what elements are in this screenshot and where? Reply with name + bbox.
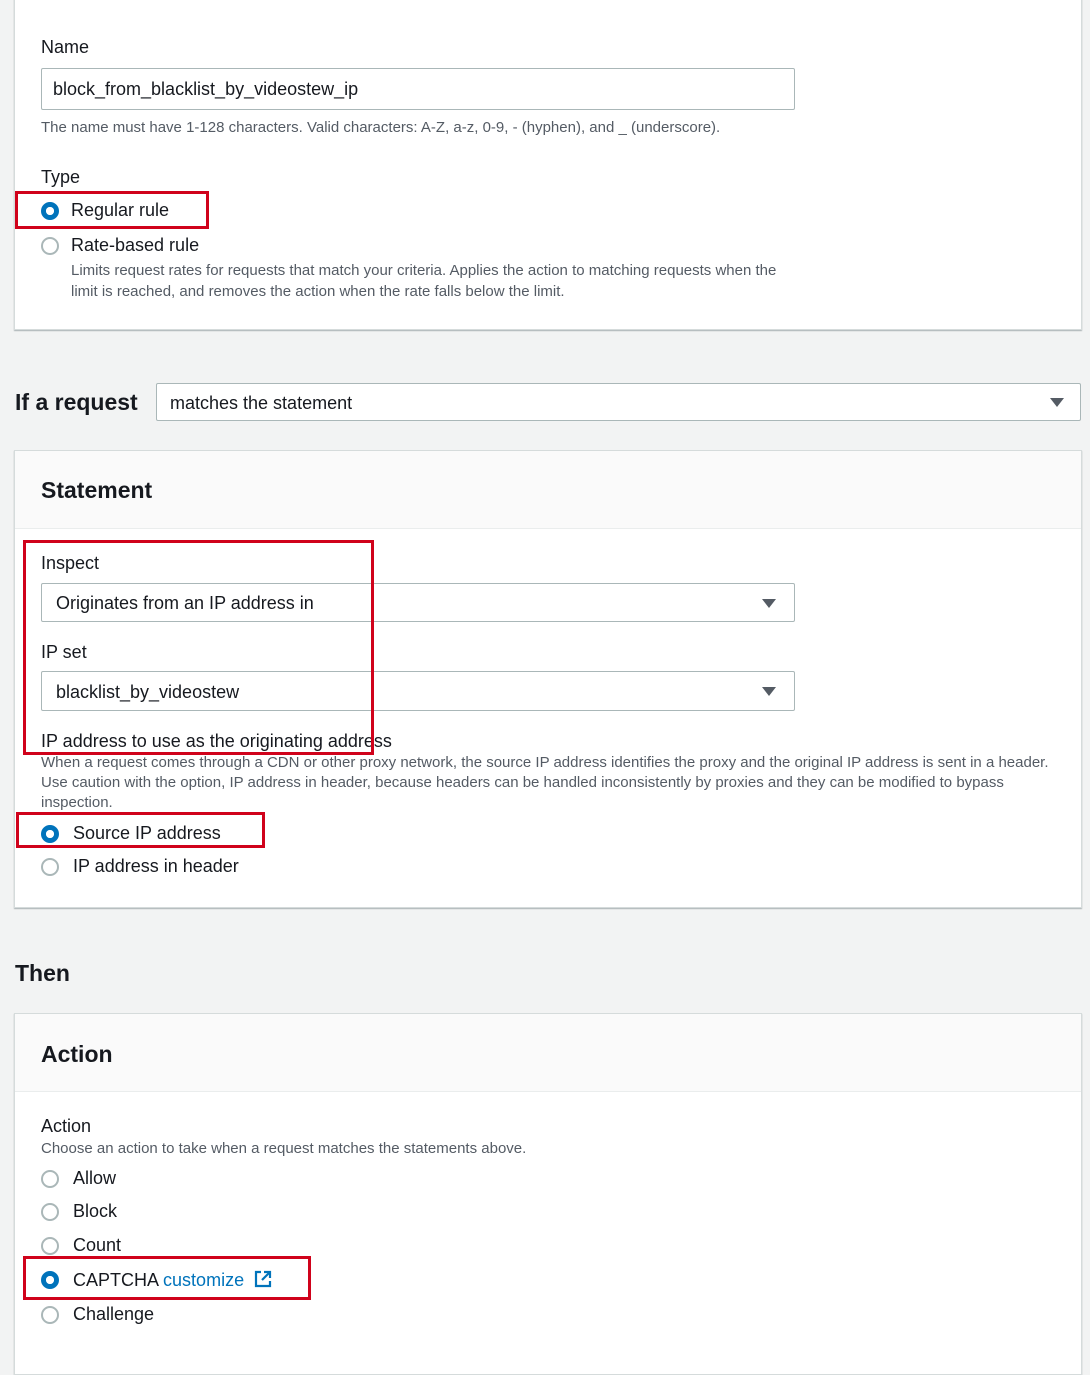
regular-rule-label[interactable]: Regular rule	[71, 200, 170, 220]
highlight-inspect-ipset	[23, 540, 374, 755]
allow-label[interactable]: Allow	[73, 1168, 117, 1188]
if-request-label: If a request	[15, 389, 138, 415]
count-label[interactable]: Count	[73, 1235, 122, 1255]
name-input[interactable]	[41, 68, 795, 110]
ipset-select-value: blacklist_by_videostew	[56, 682, 240, 702]
action-panel	[14, 1013, 1082, 1375]
block-radio[interactable]	[41, 1203, 59, 1221]
rate-based-rule-radio[interactable]	[41, 237, 59, 255]
rule-details-panel	[14, 0, 1082, 330]
caret-down-icon	[762, 599, 776, 608]
type-label: Type	[41, 167, 81, 187]
inspect-label: Inspect	[41, 553, 100, 573]
ip-source-description: When a request comes through a CDN or other proxy network, the source IP address identifies the proxy and the original IP address is sent in a header. Use caution with the option, IP address in header, because headers can be handled inconsistently by proxies and they can be modified to bypass inspection.	[41, 754, 1049, 811]
captcha-label[interactable]: CAPTCHA	[73, 1270, 159, 1290]
ip-in-header-radio[interactable]	[41, 858, 59, 876]
name-input-value: block_from_blacklist_by_videostew_ip	[53, 79, 359, 99]
rate-based-rule-description: Limits request rates for requests that match your criteria. Applies the action to matching requests when the limit is reached, and removes the action when the rate falls below the limit.	[71, 262, 777, 300]
ip-source-label: IP address to use as the originating address	[41, 731, 392, 751]
condition-select[interactable]	[156, 383, 1081, 421]
name-hint: The name must have 1-128 characters. Valid characters: A-Z, a-z, 0-9, - (hyphen), and _ (underscore).	[41, 119, 721, 136]
count-radio[interactable]	[41, 1237, 59, 1255]
challenge-radio[interactable]	[41, 1306, 59, 1324]
ip-in-header-label[interactable]: IP address in header	[73, 856, 239, 876]
challenge-label[interactable]: Challenge	[73, 1304, 155, 1324]
allow-radio[interactable]	[41, 1170, 59, 1188]
customize-link[interactable]: customize	[163, 1270, 245, 1290]
source-ip-label[interactable]: Source IP address	[73, 823, 221, 843]
ipset-label: IP set	[41, 642, 87, 662]
highlight-regular-rule	[15, 191, 209, 229]
highlight-source-ip	[16, 812, 265, 848]
statement-title: Statement	[41, 477, 153, 503]
block-label[interactable]: Block	[73, 1201, 118, 1221]
name-label: Name	[41, 37, 90, 57]
then-heading: Then	[15, 960, 70, 986]
action-description: Choose an action to take when a request matches the statements above.	[41, 1140, 527, 1157]
caret-down-icon	[762, 687, 776, 696]
action-label: Action	[41, 1116, 92, 1136]
highlight-captcha	[23, 1256, 311, 1300]
caret-down-icon	[1050, 398, 1064, 407]
inspect-select-value: Originates from an IP address in	[56, 593, 314, 613]
condition-select-value: matches the statement	[170, 393, 353, 413]
action-panel-header	[15, 1014, 1081, 1092]
action-panel-title: Action	[41, 1041, 113, 1067]
statement-panel-header	[15, 451, 1081, 529]
rate-based-rule-label[interactable]: Rate-based rule	[71, 235, 200, 255]
